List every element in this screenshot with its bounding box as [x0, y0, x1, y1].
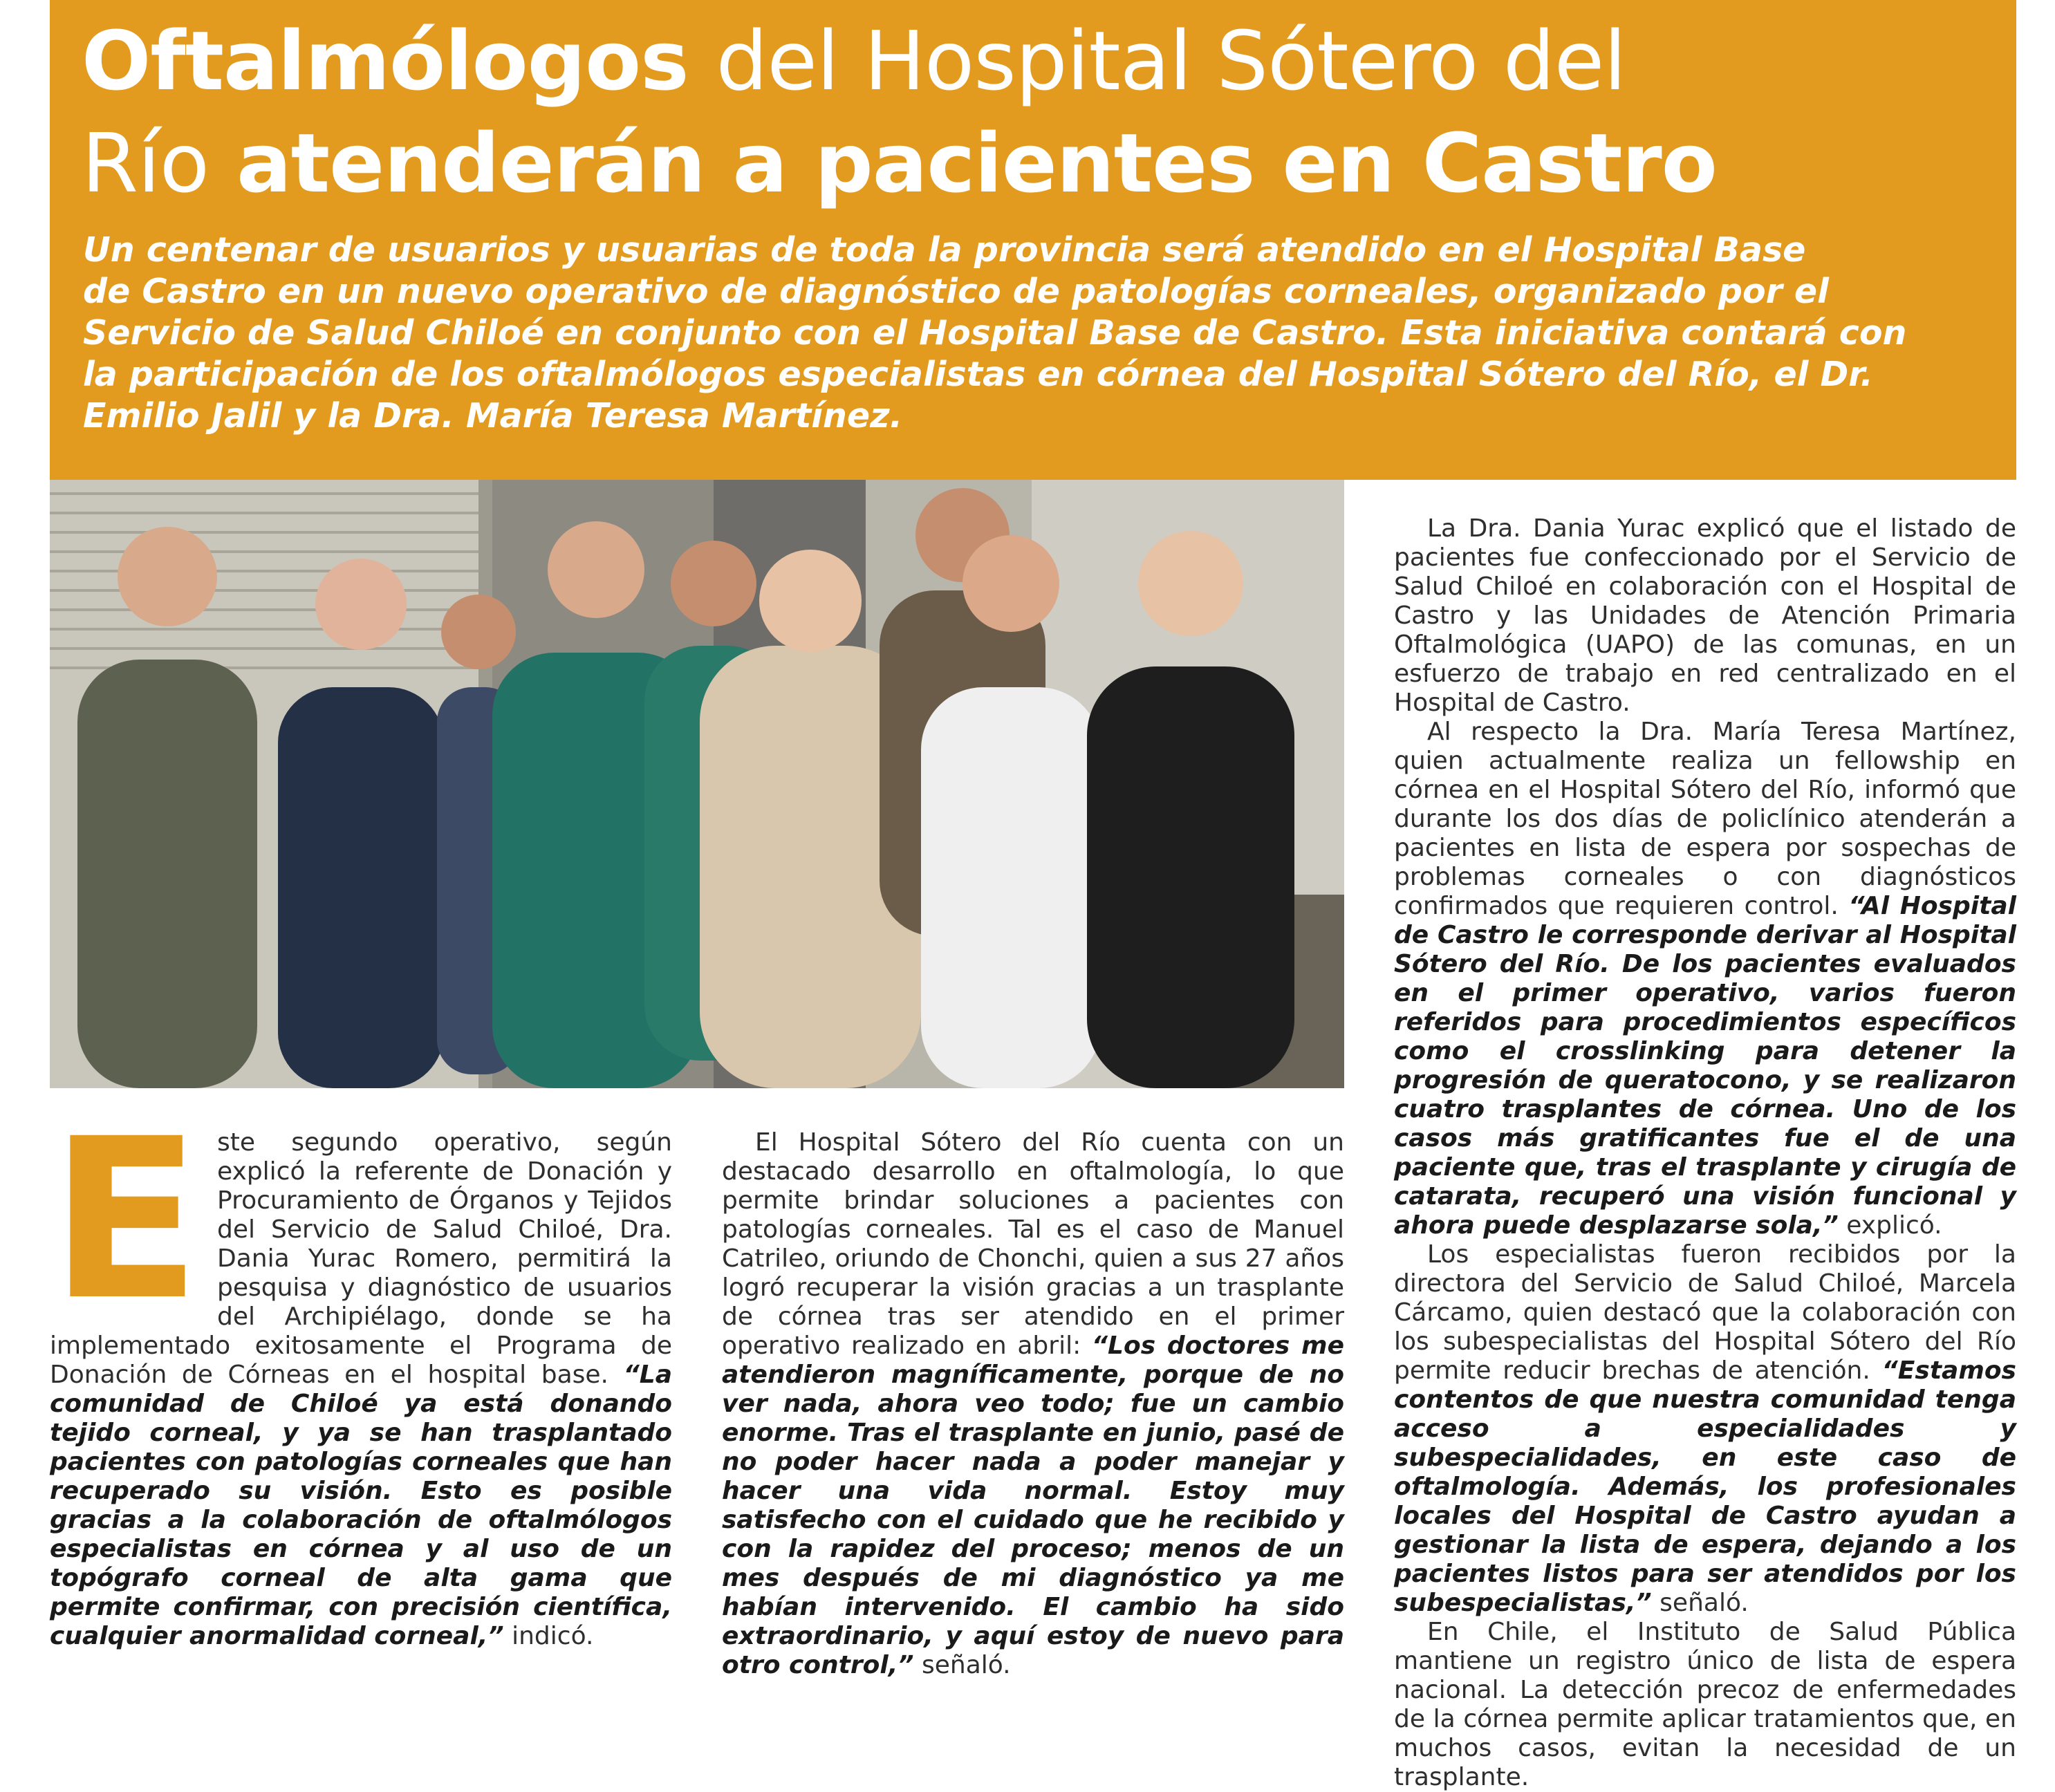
paragraph-text: ste segundo operativo, según explicó la referente de Donación y Procuramiento de Órganos y Tejidos del Servicio de Salud Chiloé, Dra. Dania Yurac Romero, permitirá la pesquisa y diagnóstico de usuarios del Archipiélago, donde se ha implementado exitosamente el Programa de Donación de Córneas en el hospital base.: [50, 1128, 672, 1389]
article-header: [50, 0, 2016, 480]
lead-line: de Castro en un nuevo operativo de diagnóstico de patologías corneales, organizado por el: [83, 272, 1829, 311]
paragraph-text: El Hospital Sótero del Río cuenta con un destacado desarrollo en oftalmología, lo que permite brindar soluciones a pacientes con patologías corneales. Tal es el caso de Manuel Catrileo, oriundo de Chonchi, quien a sus 27 años logró recuperar la visión gracias a un trasplante de córnea tras ser atendido en el primer operativo realizado en abril:: [722, 1128, 1344, 1360]
headline-bold-part: atenderán a pacientes en Castro: [236, 115, 1717, 211]
paragraph-text: La Dra. Dania Yurac explicó que el listado de pacientes fue confeccionado por el Servicio de Salud Chiloé en colaboración con el Hospital de Castro y las Unidades de Atención Primaria Oftalmológica (UAPO) de las comunas, en un esfuerzo de trabajo en red centralizado en el Hospital de Castro.: [1394, 514, 2016, 717]
headline-thin-part: del Hospital Sótero del: [716, 13, 1626, 109]
headline-thin-part: Río: [82, 115, 209, 211]
article-column-2: [722, 1128, 1344, 1680]
quote: “Los doctores me atendieron magníficamente, porque de no ver nada, ahora veo todo; fue un cambio enorme. Tras el trasplante en junio, pasé de no poder hacer nada a poder manejar y hacer una vida normal. Estoy muy satisfecho con el cuidado que he recibido y con la rapidez del proceso; menos de un mes después de mi diagnóstico ya me habían intervenido. El cambio ha sido extraordinario, y aquí estoy de nuevo para otro control,”: [722, 1332, 1344, 1679]
paragraph: [1394, 1240, 2016, 1618]
paragraph: [1394, 718, 2016, 1240]
headline-line-1: [82, 10, 2011, 112]
paragraph-text: Los especialistas fueron recibidos por la directora del Servicio de Salud Chiloé, Marcela Cárcamo, quien destacó que la colaboración con los subespecialistas del Hospital Sótero del Río permite reducir brechas de atención.: [1394, 1240, 2016, 1385]
paragraph-text: Al respecto la Dra. María Teresa Martínez, quien actualmente realiza un fellowship en córnea en el Hospital Sótero del Río, informó que durante los dos días de policlínico atenderán a pacientes en lista de espera por sospechas de problemas corneales o con diagnósticos confirmados que requieren control.: [1394, 718, 2016, 920]
quote: “Al Hospital de Castro le corresponde derivar al Hospital Sótero del Río. De los pacientes evaluados en el primer operativo, varios fueron referidos para procedimientos específicos como el crosslinking para detener la progresión de queratocono, y se realizaron cuatro trasplantes de córnea. Uno de los casos más gratificantes fue el de una paciente que, tras el trasplante y cirugía de catarata, recuperó una visión funcional y ahora puede desplazarse sola,”: [1394, 892, 2016, 1240]
quote: “La comunidad de Chiloé ya está donando tejido corneal, y ya se han trasplantado pacientes con patologías corneales que han recuperado su visión. Esto es posible gracias a la colaboración de oftalmólogos especialistas en córnea y al uso de un topógrafo corneal de alta gama que permite confirmar, con precisión científica, cualquier anormalidad corneal,”: [50, 1361, 672, 1650]
paragraph-text: En Chile, el Instituto de Salud Pública mantiene un registro único de lista de espera nacional. La detección precoz de enfermedades de la córnea permite aplicar tratamientos que, en muchos casos, evitan la necesidad de un trasplante.: [1394, 1618, 2016, 1791]
paragraph-text: explicó.: [1838, 1211, 1942, 1240]
paragraph-text: señaló.: [1651, 1589, 1749, 1617]
headline: [82, 10, 2011, 214]
drop-cap: E: [50, 1092, 201, 1349]
group-photo: [50, 480, 1344, 1088]
article-column-3: [1394, 514, 2016, 1792]
group-photo-icon: [50, 480, 1344, 1088]
lead-line: la participación de los oftalmólogos especialistas en córnea del Hospital Sótero del Río, el Dr.: [83, 355, 1874, 394]
lead-line: Un centenar de usuarios y usuarias de toda la provincia será atendido en el Hospital Base: [83, 230, 1806, 270]
article-column-1: [50, 1092, 672, 1651]
headline-line-2: [82, 112, 2011, 214]
lead-line: Servicio de Salud Chiloé en conjunto con el Hospital Base de Castro. Esta iniciativa contará con: [83, 313, 1907, 353]
paragraph-text: indicó.: [503, 1622, 594, 1650]
quote: “Estamos contentos de que nuestra comunidad tenga acceso a especialidades y subespecialidades, en este caso de oftalmología. Además, los profesionales locales del Hospital de Castro ayudan a gestionar la lista de espera, dejando a los pacientes listos para ser atendidos por los subespecialistas,”: [1394, 1356, 2016, 1617]
lead-paragraph: [83, 230, 2012, 437]
paragraph: [722, 1128, 1344, 1680]
headline-bold-part: Oftalmólogos: [82, 13, 689, 109]
paragraph: [1394, 1618, 2016, 1792]
paragraph: [1394, 514, 2016, 718]
lead-line: Emilio Jalil y la Dra. María Teresa Martínez.: [83, 396, 903, 436]
paragraph-text: señaló.: [913, 1651, 1011, 1679]
